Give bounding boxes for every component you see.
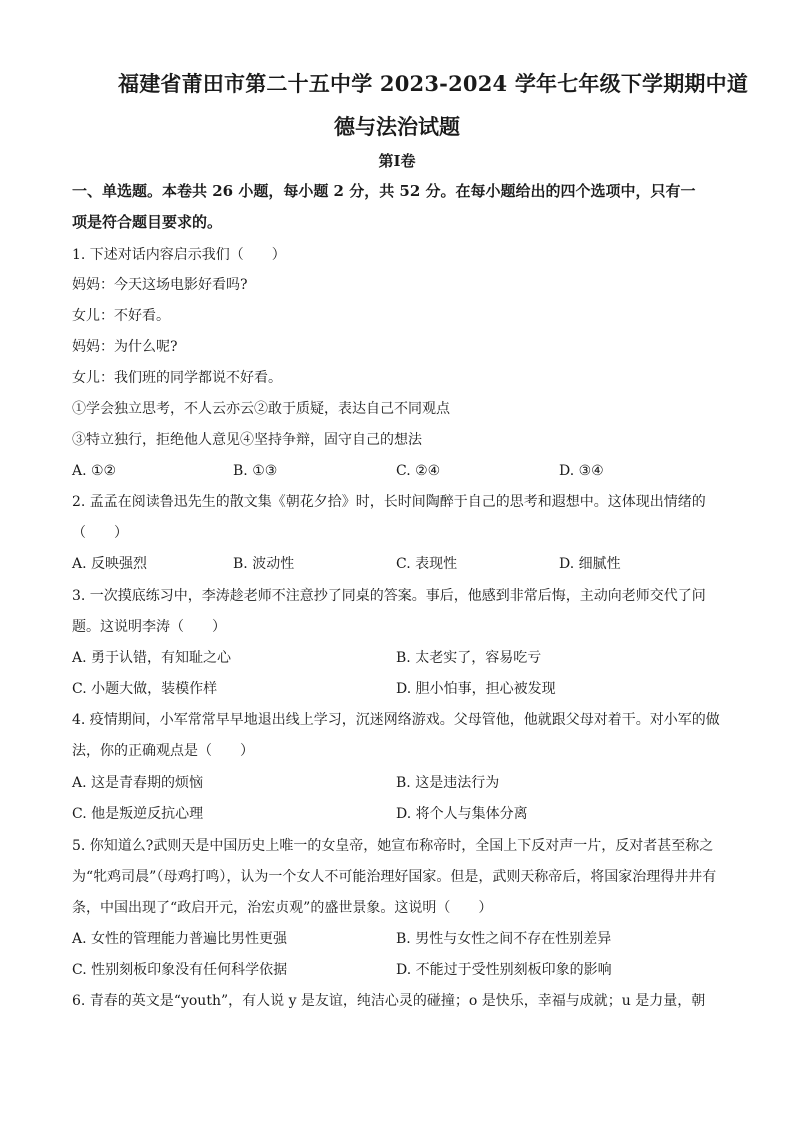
q5-option-d: D. 不能过于受性别刻板印象的影响 [396, 962, 612, 978]
exam-title-line2: 德与法治试题 [334, 114, 460, 139]
q1-dialogue-line: 妈妈：为什么呢? [72, 339, 178, 355]
volume-heading: 第Ⅰ卷 [378, 152, 416, 170]
q5-option-b: B. 男性与女性之间不存在性别差异 [396, 931, 612, 947]
q4-stem-line1: 4. 疫情期间，小军常常早早地退出线上学习，沉迷网络游戏。父母管他，他就跟父母对着干。对小军的做 [72, 712, 720, 728]
q1-dialogue-line: 女儿：我们班的同学都说不好看。 [72, 370, 282, 386]
q5-option-a: A. 女性的管理能力普遍比男性更强 [72, 931, 288, 947]
q6-stem-line1: 6. 青春的英文是“youth”，有人说 y 是友谊，纯洁心灵的碰撞；o 是快乐，幸福与成就；u 是力量，朝 [72, 993, 706, 1009]
q3-option-d: D. 胆小怕事，担心被发现 [396, 681, 556, 697]
q2-option-a: A. 反映强烈 [72, 556, 148, 572]
q1-stem: 1. 下述对话内容启示我们（ ） [72, 247, 286, 263]
q4-option-d: D. 将个人与集体分离 [396, 806, 528, 822]
q5-stem-line3: 条，中国出现了“政启开元，治宏贞观”的盛世景象。这说明（ ） [72, 900, 493, 916]
q3-stem-line2: 题。这说明李涛（ ） [72, 619, 226, 635]
q1-option-c: C. ②④ [396, 463, 441, 479]
q1-statements-line: ③特立独行，拒绝他人意见④坚持争辩，固守自己的想法 [72, 432, 422, 448]
q2-option-c: C. 表现性 [396, 556, 458, 572]
q1-option-d: D. ③④ [559, 463, 604, 479]
q2-stem-line1: 2. 孟孟在阅读鲁迅先生的散文集《朝花夕拾》时，长时间陶醉于自己的思考和遐想中。这体现出情绪的 [72, 494, 706, 510]
q5-stem-line1: 5. 你知道么?武则天是中国历史上唯一的女皇帝，她宣布称帝时，全国上下反对声一片，反对者甚至称之 [72, 838, 714, 854]
q4-option-c: C. 他是叛逆反抗心理 [72, 806, 204, 822]
q5-stem-line2: 为“牝鸡司晨”（母鸡打鸣），认为一个女人不可能治理好国家。但是，武则天称帝后，将国家治理得井井有 [72, 869, 717, 885]
q4-stem-line2: 法，你的正确观点是（ ） [72, 743, 254, 759]
q5-option-c: C. 性别刻板印象没有任何科学依据 [72, 962, 288, 978]
q4-option-b: B. 这是违法行为 [396, 775, 500, 791]
q1-option-a: A. ①② [72, 463, 117, 479]
q1-option-b: B. ①③ [233, 463, 278, 479]
q3-option-a: A. 勇于认错，有知耻之心 [72, 650, 232, 666]
q1-statements-line: ①学会独立思考，不人云亦云②敢于质疑，表达自己不同观点 [72, 401, 450, 417]
q2-option-b: B. 波动性 [233, 556, 295, 572]
section-instructions [72, 176, 732, 238]
exam-title-line1: 福建省莆田市第二十五中学 2023-2024 学年七年级下学期期中道 [118, 71, 749, 96]
q2-stem-line2: （ ） [72, 525, 128, 541]
q3-option-b: B. 太老实了，容易吃亏 [396, 650, 542, 666]
q2-option-d: D. 细腻性 [559, 556, 621, 572]
q4-option-a: A. 这是青春期的烦恼 [72, 775, 204, 791]
section-instructions-line1: 一、单选题。本卷共 26 小题，每小题 2 分，共 52 分。在每小题给出的四个选项中，只有一 [72, 182, 696, 200]
section-instructions-line2: 项是符合题目要求的。 [72, 213, 223, 231]
q1-dialogue-line: 妈妈：今天这场电影好看吗? [72, 277, 248, 293]
q3-stem-line1: 3. 一次摸底练习中，李涛趁老师不注意抄了同桌的答案。事后，他感到非常后悔，主动向老师交代了问 [72, 588, 706, 604]
q1-dialogue-line: 女儿：不好看。 [72, 308, 170, 324]
q3-option-c: C. 小题大做，装模作样 [72, 681, 218, 697]
